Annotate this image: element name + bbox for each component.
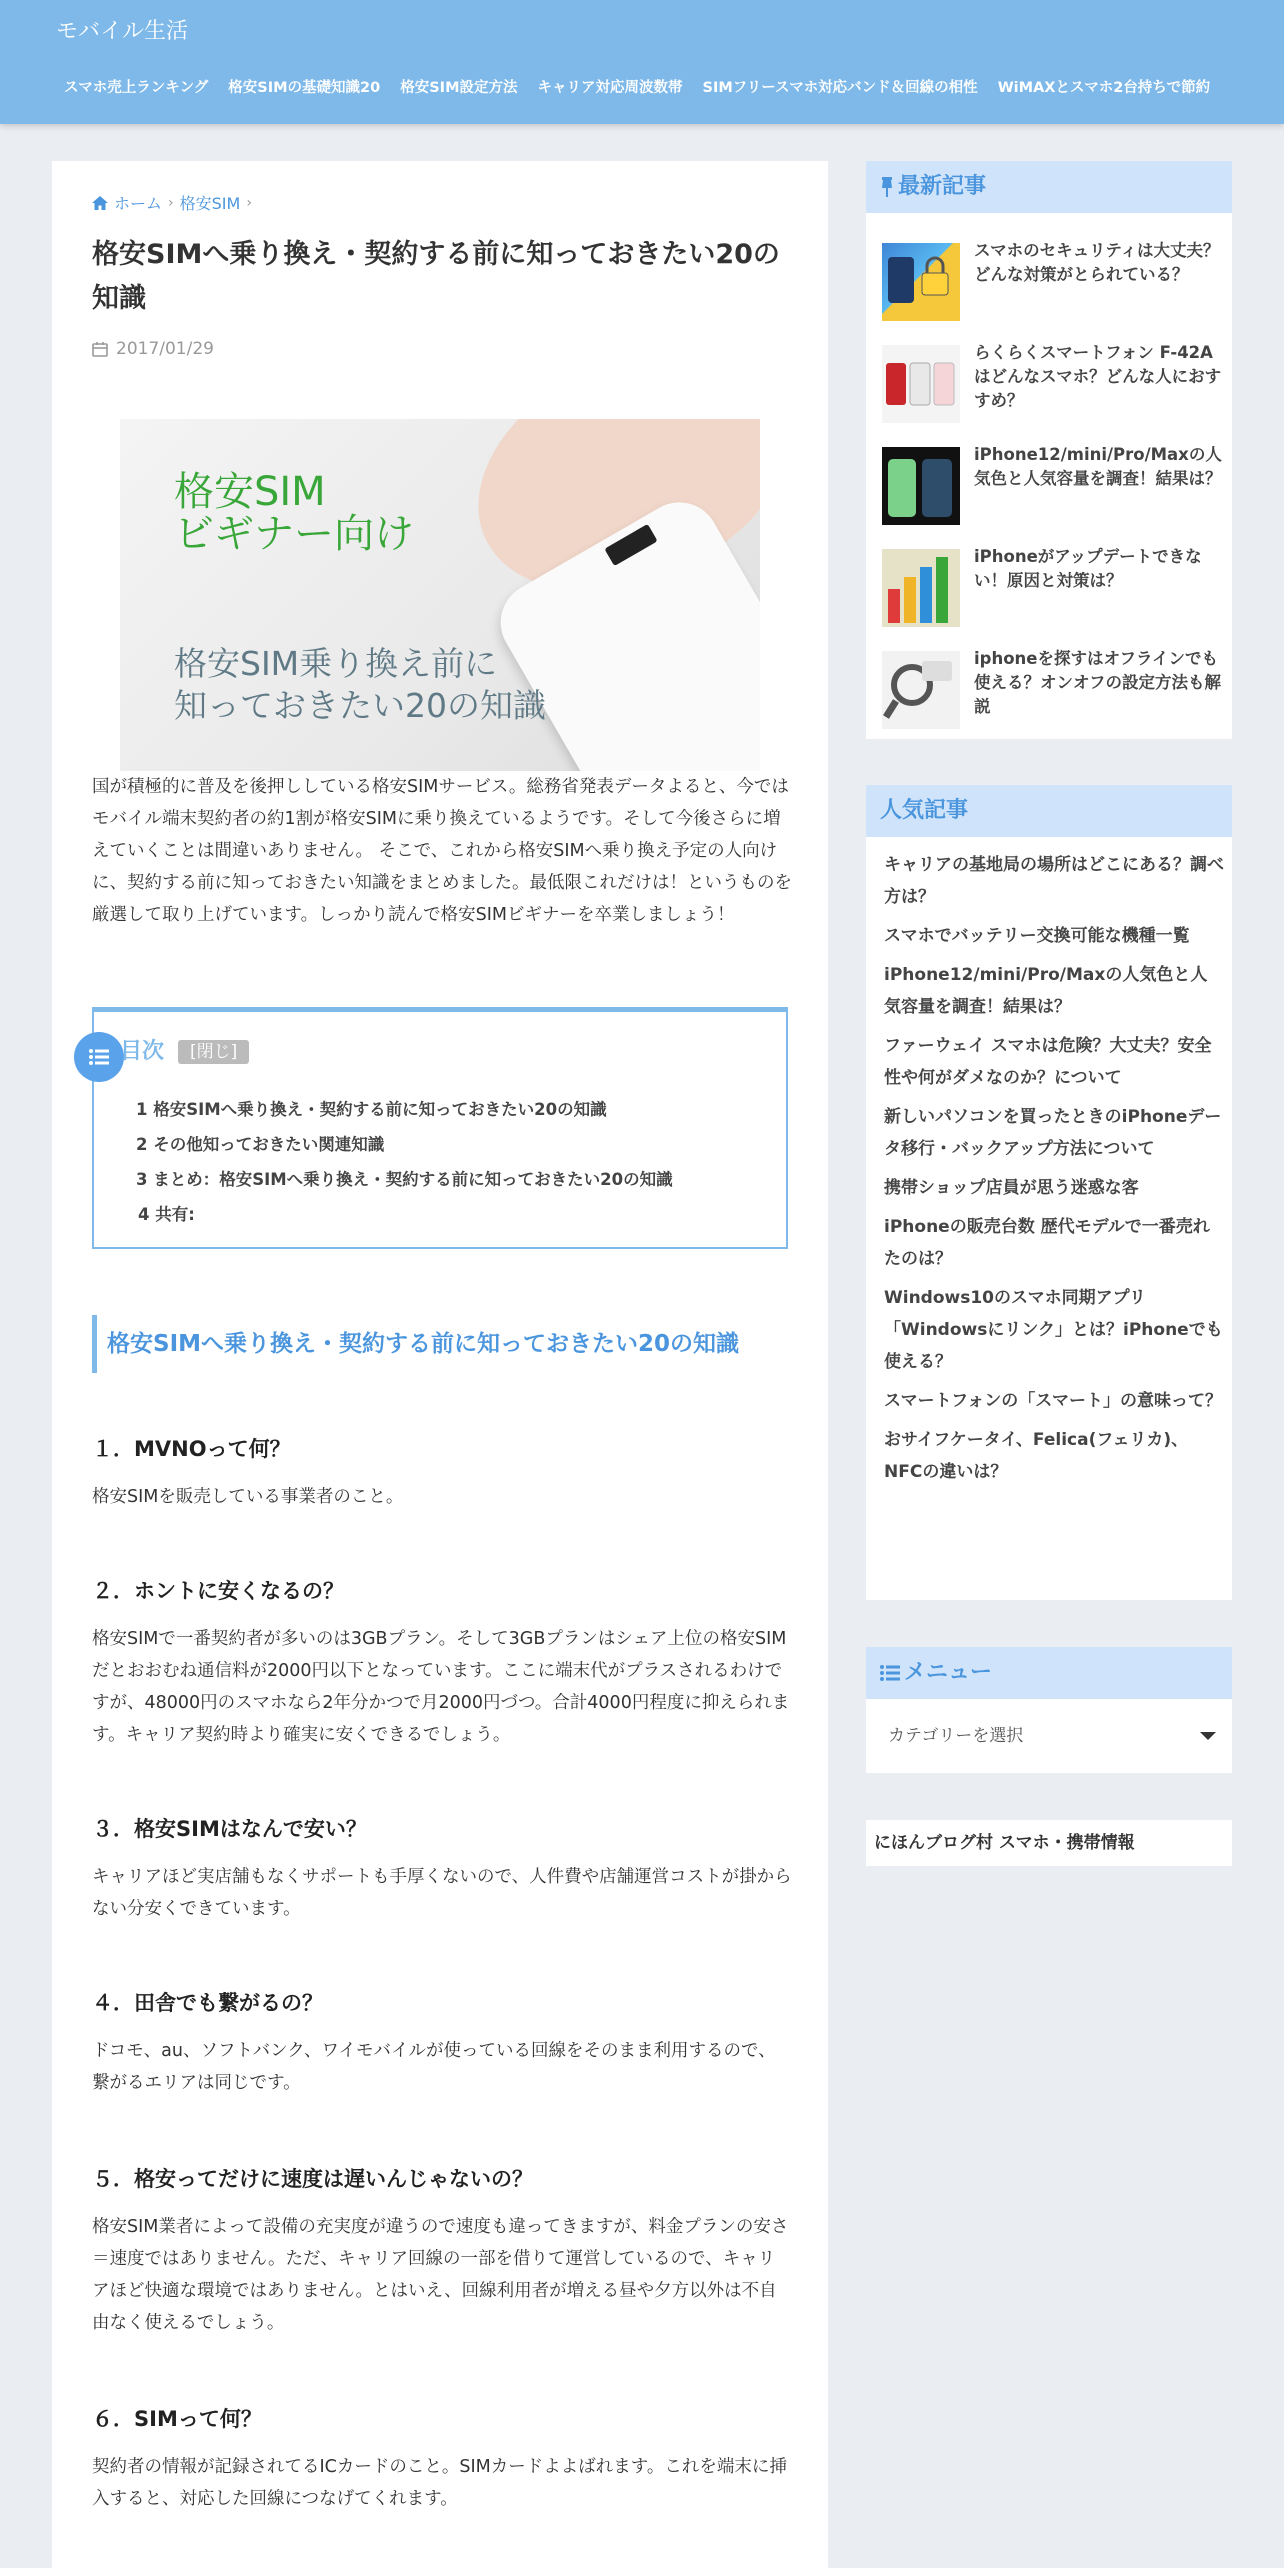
article-title: 格安SIMへ乗り換え・契約する前に知っておきたい20の知識 <box>92 239 780 314</box>
subsection-heading: １．MVNOって何？ <box>92 1437 291 1461</box>
popular-posts-widget <box>866 785 1232 1600</box>
recent-post-item[interactable] <box>882 647 1222 727</box>
breadcrumb-category[interactable]: 格安SIM <box>179 194 241 213</box>
subsection-heading: ３．格安SIMはなんで安い？ <box>92 1817 367 1841</box>
post-date-text: 2017/01/29 <box>116 339 214 359</box>
widget-title-text: メニュー <box>904 1660 993 1685</box>
intro-paragraph: 国が積極的に普及を後押ししている格安SIMサービス。総務省発表データよると、今ではモバイル端末契約者の約1割が格安SIMに乗り換えているようです。そして今後さらに増えていくことは間違いありません。 そこで、これから格安SIMへ乗り換え予定の人向けに、契約する前に知っておきたい知識をまとめました。最低限これだけは！というものを厳選して取り上げています。しっかり読んで格安SIMビギナーを卒業しましょう！ <box>92 777 792 925</box>
nav-item-bands[interactable]: SIMフリースマホ対応バンド＆回線の相性 <box>702 80 978 96</box>
nav-item-ranking[interactable]: スマホ売上ランキング <box>64 80 209 96</box>
toc-title: 目次 <box>120 1039 165 1064</box>
toc-toggle-button[interactable]: [閉じ] <box>178 1040 249 1064</box>
toc-list <box>136 1092 673 1232</box>
nav-item-frequency[interactable]: キャリア対応周波数帯 <box>537 80 683 96</box>
category-select[interactable] <box>866 1699 1232 1773</box>
recent-posts-widget <box>866 161 1232 739</box>
nav-item-basics[interactable]: 格安SIMの基礎知識20 <box>228 80 381 96</box>
menu-widget <box>866 1647 1232 1773</box>
post-thumbnail[interactable] <box>882 447 960 525</box>
home-icon <box>92 196 108 210</box>
toc-item[interactable]: 1 格安SIMへ乗り換え・契約する前に知っておきたい20の知識 <box>136 1100 607 1119</box>
popular-item[interactable]: iPhone12/mini/Pro/Maxの人気色と人気容量を調査！結果は？ <box>884 965 1208 1017</box>
popular-item[interactable]: 新しいパソコンを買ったときのiPhoneデータ移行・バックアップ方法について <box>884 1107 1222 1159</box>
subsection-heading: ４．田舎でも繋がるの？ <box>92 1991 323 2015</box>
chevron-down-icon <box>1200 1732 1216 1740</box>
category-select-value: カテゴリーを選択 <box>888 1726 1024 1746</box>
nav-item-settings[interactable]: 格安SIM設定方法 <box>400 80 518 96</box>
recent-post-title[interactable]: iPhoneがアップデートできない！原因と対策は？ <box>974 547 1202 590</box>
subsection-body: キャリアほど実店舗もなくサポートも手厚くないので、人件費や店舗運営コストが掛からない分安くできています。 <box>92 1867 792 1919</box>
recent-post-title[interactable]: スマホのセキュリティは大丈夫？どんな対策がとられている？ <box>974 241 1220 284</box>
post-thumbnail[interactable] <box>882 243 960 321</box>
post-thumbnail[interactable] <box>882 549 960 627</box>
site-title[interactable]: モバイル生活 <box>56 19 189 44</box>
chevron-right-icon: › <box>168 194 174 211</box>
breadcrumb-home[interactable]: ホーム <box>114 194 163 213</box>
blog-ranking-link[interactable]: にほんブログ村 スマホ・携帯情報 <box>866 1820 1232 1866</box>
eyecatch-image <box>120 419 760 771</box>
subsection-body: 格安SIMを販売している事業者のこと。 <box>92 1487 404 1507</box>
widget-title <box>866 161 1232 213</box>
post-date <box>92 339 214 359</box>
list-icon <box>880 1665 900 1681</box>
recent-post-item[interactable] <box>882 341 1222 421</box>
pin-icon <box>880 177 894 197</box>
popular-item[interactable]: 携帯ショップ店員が思う迷惑な客 <box>884 1178 1139 1198</box>
site-header <box>0 0 1284 124</box>
list-icon <box>74 1032 124 1082</box>
subsection-body: ドコモ、au、ソフトバンク、ワイモバイルが使っている回線をそのまま利用するので、繋がるエリアは同じです。 <box>92 2041 776 2093</box>
widget-title-text: 最新記事 <box>898 174 987 199</box>
toc-item[interactable]: 3 まとめ：格安SIMへ乗り換え・契約する前に知っておきたい20の知識 <box>136 1170 673 1189</box>
recent-post-item[interactable] <box>882 443 1222 523</box>
popular-item[interactable]: おサイフケータイ、Felica(フェリカ)、NFCの違いは？ <box>884 1430 1189 1482</box>
subsection-heading: ２．ホントに安くなるの？ <box>92 1579 344 1603</box>
table-of-contents <box>92 1007 788 1249</box>
toc-item[interactable]: 4 共有: <box>138 1205 195 1224</box>
popular-item[interactable]: Windows10のスマホ同期アプリ「Windowsにリンク」とは？iPhoneでも使える？ <box>884 1288 1223 1372</box>
subsection-body: 格安SIMで一番契約者が多いのは3GBプラン。そして3GBプランはシェア上位の格安SIMだとおおむね通信料が2000円以下となっています。ここに端末代がプラスされるわけですが、48000円のスマホなら2年分かつで月2000円づつ。合計4000円程度に抑えられます。キャリア契約時より確実に安くできるでしょう。 <box>92 1629 790 1745</box>
recent-post-title[interactable]: らくらくスマートフォン F-42Aはどんなスマホ？どんな人におすすめ？ <box>974 343 1222 410</box>
article-main <box>52 161 828 2568</box>
recent-post-item[interactable] <box>882 545 1222 625</box>
popular-item[interactable]: iPhoneの販売台数 歴代モデルで一番売れたのは？ <box>884 1217 1210 1269</box>
widget-title <box>866 785 1232 837</box>
widget-title-text: 人気記事 <box>880 798 969 823</box>
recent-post-title[interactable]: iPhone12/mini/Pro/Maxの人気色と人気容量を調査！結果は？ <box>974 445 1222 488</box>
post-thumbnail[interactable] <box>882 345 960 423</box>
popular-item[interactable]: スマホでバッテリー交換可能な機種一覧 <box>884 926 1190 946</box>
widget-title <box>866 1647 1232 1699</box>
popular-item[interactable]: キャリアの基地局の場所はどこにある？調べ方は？ <box>884 855 1224 907</box>
subsection-heading: ５．格安ってだけに速度は遅いんじゃないの？ <box>92 2167 533 2191</box>
eyecatch-heading <box>174 471 414 555</box>
toc-item[interactable]: 2 その他知っておきたい関連知識 <box>136 1135 385 1154</box>
eyecatch-line-2: ビギナー向け <box>174 511 414 557</box>
recent-post-title[interactable]: iphoneを探すはオフラインでも使える？オンオフの設定方法も解説 <box>974 649 1222 716</box>
global-nav <box>54 76 1220 97</box>
popular-list <box>884 849 1224 1495</box>
post-thumbnail[interactable] <box>882 651 960 729</box>
eyecatch-subheading <box>174 643 546 727</box>
nav-item-wimax[interactable]: WiMAXとスマホ2台持ちで節約 <box>997 80 1211 96</box>
eyecatch-line-1: 格安SIM <box>174 469 326 515</box>
subsection-body: 格安SIM業者によって設備の充実度が違うので速度も違ってきますが、料金プランの安さ＝速度ではありません。ただ、キャリア回線の一部を借りて運営しているので、キャリアほど快適な環境ではありません。とはいえ、回線利用者が増える昼や夕方以外は不自由なく使えるでしょう。 <box>92 2217 789 2333</box>
breadcrumb <box>92 191 252 214</box>
section-heading: 格安SIMへ乗り換え・契約する前に知っておきたい20の知識 <box>92 1315 788 1373</box>
subsection-heading: ６．SIMって何？ <box>92 2407 262 2431</box>
recent-post-item[interactable] <box>882 239 1222 319</box>
chevron-right-icon: › <box>246 194 252 211</box>
calendar-icon <box>92 341 108 357</box>
popular-item[interactable]: スマートフォンの「スマート」の意味って？ <box>884 1391 1222 1411</box>
popular-item[interactable]: ファーウェイ スマホは危険？大丈夫？安全性や何がダメなのか？について <box>884 1036 1212 1088</box>
subsection-body: 契約者の情報が記録されてるICカードのこと。SIMカードよよばれます。これを端末に挿入すると、対応した回線につなげてくれます。 <box>92 2457 787 2509</box>
eyecatch-line-3: 格安SIM乗り換え前に <box>174 644 498 683</box>
eyecatch-line-4: 知っておきたい20の知識 <box>174 686 546 725</box>
